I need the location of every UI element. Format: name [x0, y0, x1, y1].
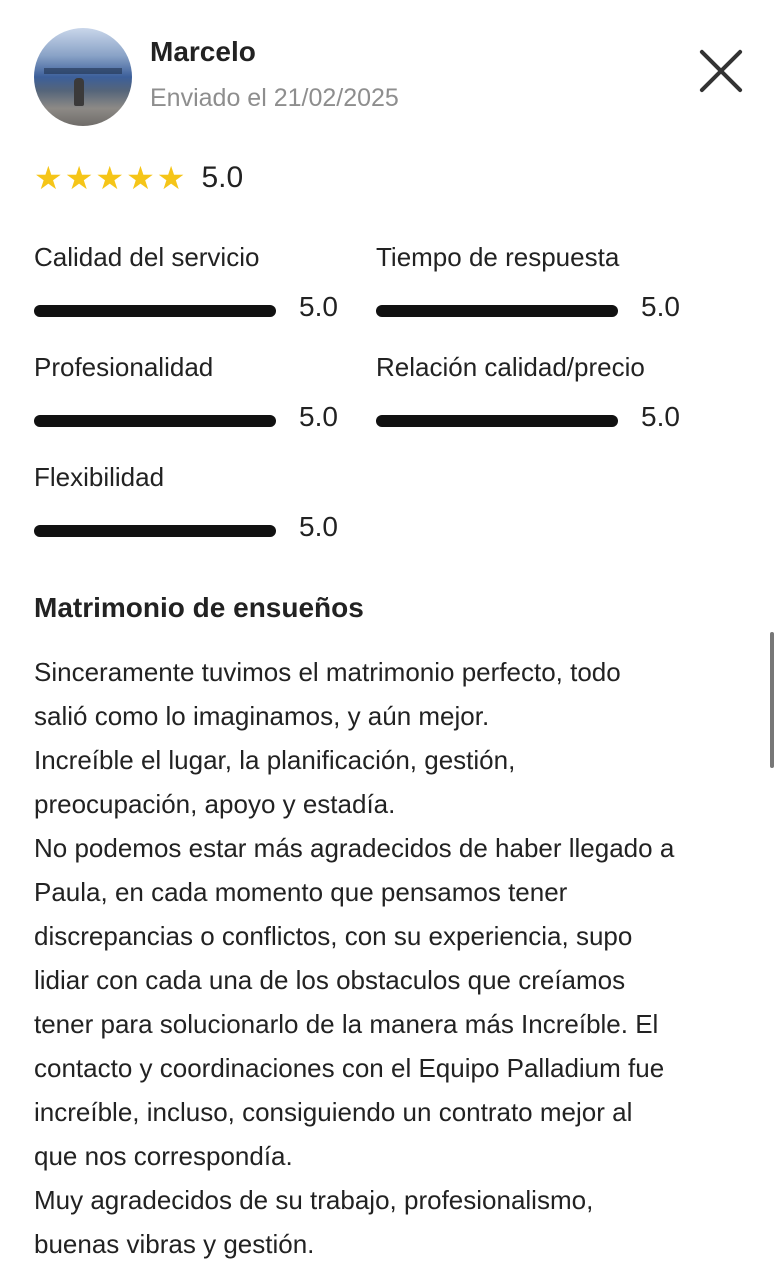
category-calidad-servicio	[34, 242, 354, 327]
overall-score: 5.0	[201, 161, 244, 194]
category-score: 5.0	[299, 291, 338, 322]
author-name: Marcelo	[150, 36, 256, 67]
star-rating	[34, 162, 185, 194]
review-text-line: buenas vibras y gestión.	[34, 1229, 315, 1259]
category-score: 5.0	[299, 401, 338, 432]
user-avatar	[34, 28, 132, 126]
category-label: Calidad del servicio	[34, 242, 260, 272]
rating-bar	[34, 525, 276, 537]
category-relacion-calidad-precio	[376, 352, 696, 437]
category-label: Tiempo de respuesta	[376, 242, 620, 272]
close-icon[interactable]	[696, 46, 746, 96]
review-header	[34, 28, 746, 128]
rating-bar	[376, 305, 618, 317]
review-text-line: Muy agradecidos de su trabajo, profesionalismo,	[34, 1185, 594, 1215]
category-score: 5.0	[641, 291, 680, 322]
star-icon: ★	[95, 160, 125, 196]
star-icon: ★	[64, 160, 94, 196]
review-text-line: No podemos estar más agradecidos de haber llegado a	[34, 833, 675, 863]
star-icon: ★	[126, 160, 155, 196]
review-text-line: tener para solucionarlo de la manera más Increíble. El	[34, 1009, 659, 1039]
star-icon: ★	[34, 160, 63, 196]
review-text-line: preocupación, apoyo y estadía.	[34, 789, 396, 819]
review-text-line: Sinceramente tuvimos el matrimonio perfecto, todo	[34, 657, 621, 687]
category-profesionalidad	[34, 352, 354, 437]
category-tiempo-respuesta	[376, 242, 696, 327]
rating-bar	[34, 305, 276, 317]
review-body	[34, 650, 754, 1266]
category-label: Relación calidad/precio	[376, 352, 645, 382]
star-icon: ★	[156, 160, 186, 196]
scrollbar[interactable]	[770, 632, 774, 768]
category-label: Profesionalidad	[34, 352, 214, 382]
review-text-line: salió como lo imaginamos, y aún mejor.	[34, 701, 490, 731]
review-text-line: contacto y coordinaciones con el Equipo Palladium fue	[34, 1053, 665, 1083]
sent-date: Enviado el 21/02/2025	[150, 84, 399, 112]
overall-rating	[34, 156, 243, 200]
review-text-line: lidiar con cada una de los obstaculos que creíamos	[34, 965, 626, 995]
rating-bar	[376, 415, 618, 427]
category-label: Flexibilidad	[34, 462, 165, 492]
category-score: 5.0	[641, 401, 680, 432]
review-text-line: increíble, incluso, consiguiendo un contrato mejor al	[34, 1097, 633, 1127]
review-text-line: Increíble el lugar, la planificación, gestión,	[34, 745, 516, 775]
category-score: 5.0	[299, 511, 338, 542]
review-text-line: que nos correspondía.	[34, 1141, 293, 1171]
rating-bar	[34, 415, 276, 427]
review-text-line: Paula, en cada momento que pensamos tener	[34, 877, 568, 907]
category-flexibilidad	[34, 462, 354, 547]
review-text-line: discrepancias o conflictos, con su experiencia, supo	[34, 921, 633, 951]
review-title: Matrimonio de ensueños	[34, 592, 364, 623]
